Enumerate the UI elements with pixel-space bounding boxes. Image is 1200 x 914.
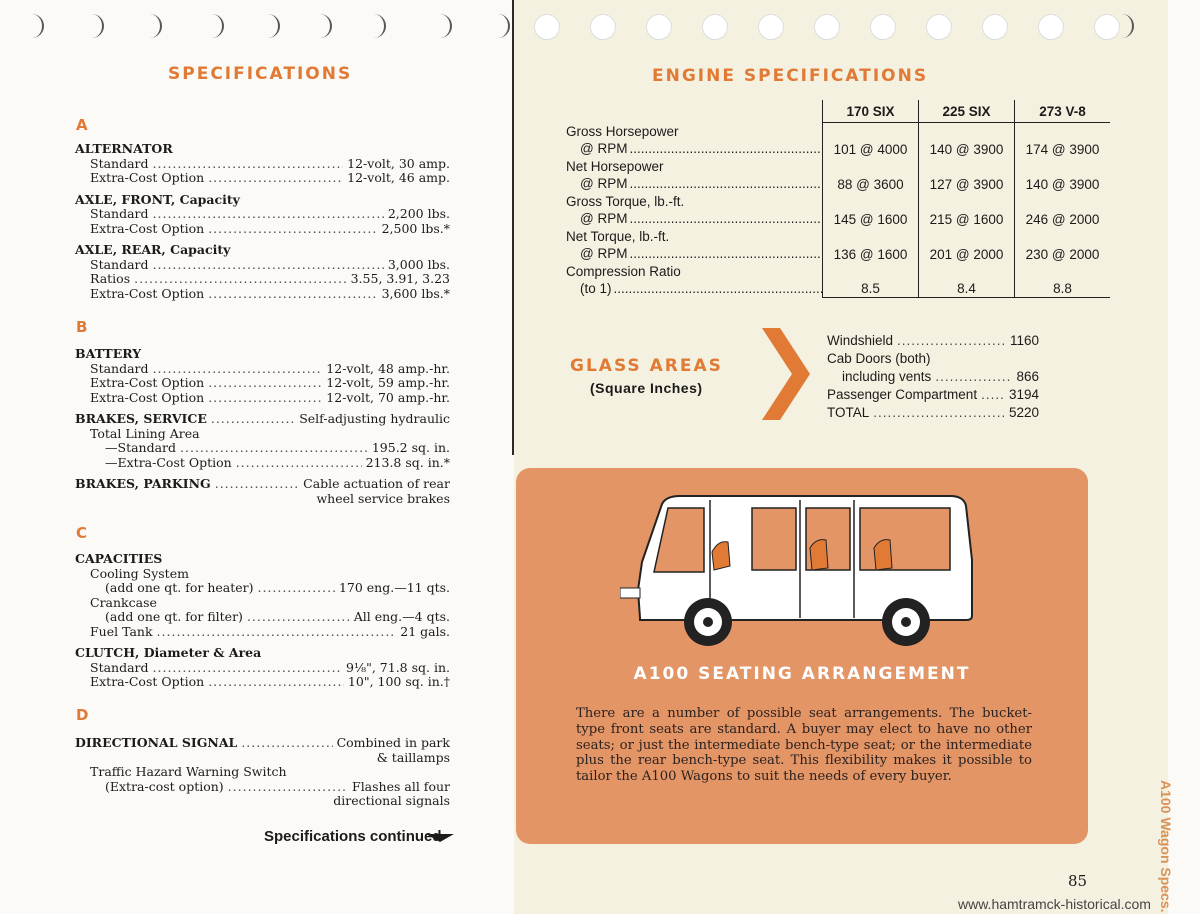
binder-hole-icon: [870, 14, 896, 40]
spec-heading-line: [75, 736, 450, 751]
engine-header-blank: [566, 100, 823, 123]
spec-heading: AXLE, FRONT, Capacity: [75, 191, 240, 207]
binder-hole-icon: [646, 14, 672, 40]
spec-value: Flashes all four: [352, 778, 450, 794]
spec-label: TOTAL: [827, 405, 870, 420]
spec-label: Extra-Cost Option: [90, 674, 205, 689]
spec-heading: BATTERY: [75, 346, 142, 361]
spec-value: 12-volt, 70 amp.-hr.: [326, 389, 450, 405]
binder-ring-icon: [148, 14, 162, 38]
dot-leader: [157, 625, 397, 640]
spec-label: Standard: [90, 155, 149, 171]
section-letter: D: [76, 706, 91, 724]
spec-heading: BRAKES, PARKING: [75, 476, 211, 491]
engine-column-header: 225 SIX: [919, 100, 1015, 123]
chevron-right-icon: [762, 328, 810, 420]
spec-label: Windshield: [827, 333, 894, 348]
dot-leader: [153, 661, 343, 676]
engine-value: 8.5: [823, 263, 919, 298]
spec-label: Standard: [90, 360, 149, 376]
spec-value: 21 gals.: [400, 623, 450, 639]
spec-group: [75, 412, 450, 470]
binder-hole-icon: [1038, 14, 1064, 40]
spec-value: 12-volt, 48 amp.-hr.: [326, 360, 450, 376]
spec-value: 2,200 lbs.: [387, 206, 450, 221]
spec-value: 10", 100 sq. in.†: [347, 674, 450, 689]
spec-line: [75, 376, 450, 391]
side-tab-label: A100 Wagon Specs.: [1158, 780, 1174, 913]
dot-leader: [258, 581, 335, 596]
spec-group: [75, 193, 450, 237]
spec-line: [75, 456, 450, 471]
spec-value: All eng.—4 qts.: [353, 609, 450, 624]
binder-hole-icon: [534, 14, 560, 40]
spec-line: [75, 567, 450, 582]
engine-value: 8.8: [1015, 263, 1111, 298]
spec-section: [75, 142, 450, 308]
binder-hole-icon: [590, 14, 616, 40]
spec-heading: CAPACITIES: [75, 551, 163, 566]
engine-value: 174 @ 3900: [1015, 123, 1111, 158]
engine-label: Gross Horsepower: [566, 123, 679, 139]
spec-group: [75, 552, 450, 639]
spec-heading-line: [75, 412, 450, 427]
spec-heading: CLUTCH, Diameter & Area: [75, 645, 262, 660]
engine-value: 101 @ 4000: [823, 123, 919, 158]
spec-label: —Extra-Cost Option: [105, 454, 232, 470]
dot-leader: [629, 210, 822, 228]
spec-value: 3,600 lbs.*: [381, 285, 450, 301]
engine-sublabel-text: @ RPM: [580, 141, 628, 156]
binder-ring-icon: [1120, 14, 1134, 38]
binder-hole-icon: [702, 14, 728, 40]
glass-areas-subtitle: (Square Inches): [590, 380, 703, 396]
engine-value: 140 @ 3900: [919, 123, 1015, 158]
spec-label: Standard: [90, 256, 149, 272]
spec-heading: ALTERNATOR: [75, 141, 173, 156]
spec-value: Self-adjusting hydraulic: [299, 411, 450, 426]
engine-row-label: [566, 228, 823, 263]
spec-line: [75, 581, 450, 596]
spec-value: 3194: [1008, 387, 1039, 402]
binder-ring-icon: [90, 14, 104, 38]
engine-row-label: [566, 123, 823, 158]
spec-label: Cab Doors (both): [827, 351, 931, 366]
spec-group: [75, 142, 450, 186]
spec-line: [75, 780, 450, 795]
spec-heading: BRAKES, SERVICE: [75, 411, 207, 426]
engine-sublabel-text: @ RPM: [580, 176, 628, 191]
dot-leader: [241, 736, 332, 751]
spec-label: Extra-Cost Option: [90, 170, 205, 185]
spec-line: [75, 258, 450, 273]
spec-label: Traffic Hazard Warning Switch: [90, 764, 287, 779]
engine-label: Net Horsepower: [566, 158, 664, 174]
spec-label: (add one qt. for heater): [105, 580, 254, 595]
dot-leader: [228, 780, 348, 795]
engine-label: Net Torque, lb.-ft.: [566, 228, 670, 244]
dot-leader: [208, 675, 344, 690]
binder-ring-icon: [496, 14, 510, 38]
spec-label: Standard: [90, 206, 149, 221]
spec-value: 866: [1016, 369, 1039, 384]
continued-arrow-icon: [426, 834, 454, 842]
dot-leader: [153, 258, 384, 273]
spec-value-cont: wheel service brakes: [316, 490, 450, 506]
spec-label: Fuel Tank: [90, 623, 153, 639]
spec-label: Standard: [90, 659, 149, 675]
section-letter: B: [76, 318, 90, 336]
spec-line: [75, 610, 450, 625]
engine-value: 145 @ 1600: [823, 193, 919, 228]
glass-area-item: [827, 386, 1039, 404]
spec-value: 213.8 sq. in.*: [365, 454, 450, 470]
spec-label: Extra-Cost Option: [90, 375, 205, 390]
engine-sublabel: [566, 175, 822, 193]
specifications-continued: Specifications continued: [264, 828, 442, 845]
engine-value: 246 @ 2000: [1015, 193, 1111, 228]
spec-label: Extra-Cost Option: [90, 389, 205, 405]
dot-leader: [208, 287, 377, 302]
dot-leader: [134, 272, 346, 287]
spec-heading: DIRECTIONAL SIGNAL: [75, 735, 238, 750]
section-letter: A: [76, 116, 90, 134]
spec-section: [75, 552, 450, 697]
dot-leader: [211, 412, 295, 427]
engine-label: Gross Torque, lb.-ft.: [566, 193, 685, 209]
spec-line: [75, 765, 450, 780]
glass-area-item: [827, 332, 1039, 350]
spec-group: [75, 477, 450, 506]
engine-row-label: [566, 263, 823, 298]
spec-value: 12-volt, 46 amp.: [347, 170, 450, 185]
spec-line: [75, 427, 450, 442]
dot-leader: [208, 222, 377, 237]
dot-leader: [629, 175, 822, 193]
engine-row: [566, 193, 1110, 228]
seating-description: There are a number of possible seat arrangements. The bucket-type front seats are standard. A buyer may elect to have no other seats; or just the intermediate bench-type seat; or the intermediate plus the rear bench-type seat. This flexibility makes it possible to tailor the A100 Wagons to suit the needs of every buyer.: [576, 706, 1032, 785]
engine-sublabel-text: (to 1): [580, 281, 612, 296]
dot-leader: [629, 245, 822, 263]
engine-column-header: 170 SIX: [823, 100, 919, 123]
spec-line: [75, 596, 450, 611]
engine-sublabel-text: @ RPM: [580, 246, 628, 261]
spec-label: Total Lining Area: [90, 425, 200, 441]
binder-hole-icon: [1094, 14, 1120, 40]
page-number: 85: [1068, 872, 1088, 890]
spec-value: 1160: [1009, 333, 1039, 348]
spec-label: including vents: [842, 369, 932, 384]
engine-row: [566, 123, 1110, 158]
seating-title: A100 SEATING ARRANGEMENT: [633, 664, 971, 684]
spec-value: 2,500 lbs.*: [381, 220, 450, 236]
spec-value: Cable actuation of rear: [303, 476, 450, 491]
spec-line: [75, 272, 450, 287]
dot-leader: [215, 477, 299, 492]
dot-leader: [897, 332, 1006, 350]
engine-row-label: [566, 158, 823, 193]
dot-leader: [153, 207, 384, 222]
dot-leader: [629, 140, 822, 158]
spec-group: [75, 646, 450, 690]
spec-line: [75, 362, 450, 377]
engine-row: [566, 263, 1110, 298]
spec-line: [75, 157, 450, 172]
spec-label: (add one qt. for filter): [105, 609, 243, 624]
engine-column-header: 273 V-8: [1015, 100, 1111, 123]
dot-leader: [208, 376, 322, 391]
engine-sublabel: [566, 245, 822, 263]
spec-label: (Extra-cost option): [105, 778, 224, 794]
spec-line: [75, 675, 450, 690]
engine-specs-table: [566, 100, 1110, 298]
dot-leader: [153, 362, 323, 377]
dot-leader: [153, 157, 344, 172]
spec-label: Cooling System: [90, 565, 189, 581]
spec-value: 12-volt, 30 amp.: [347, 155, 450, 171]
dot-leader: [180, 441, 368, 456]
spec-label: —Standard: [105, 440, 177, 455]
section-letter: C: [76, 524, 90, 542]
spec-line: [75, 391, 450, 406]
spec-value-cont: directional signals: [333, 793, 450, 808]
spec-label: Crankcase: [90, 594, 157, 610]
spec-value: 9⅛", 71.8 sq. in.: [346, 659, 450, 675]
spec-value: 3,000 lbs.: [387, 256, 450, 272]
specifications-title: SPECIFICATIONS: [168, 64, 353, 84]
dot-leader: [614, 280, 823, 298]
spec-line: [75, 441, 450, 456]
spec-label: Ratios: [90, 271, 131, 286]
binder-hole-icon: [814, 14, 840, 40]
spec-line: [75, 287, 450, 302]
engine-row: [566, 228, 1110, 263]
glass-areas-list: [827, 332, 1039, 422]
spec-value-cont: & taillamps: [376, 749, 450, 765]
spec-value: 195.2 sq. in.: [371, 440, 450, 455]
page-divider: [512, 0, 514, 455]
spec-label: Passenger Compartment: [827, 387, 978, 402]
engine-value: 230 @ 2000: [1015, 228, 1111, 263]
binder-rings: [0, 14, 1200, 38]
engine-specs-title: ENGINE SPECIFICATIONS: [652, 66, 929, 86]
watermark: www.hamtramck-historical.com: [958, 896, 1151, 912]
engine-value: 88 @ 3600: [823, 158, 919, 193]
spec-section: [75, 347, 450, 513]
binder-ring-icon: [266, 14, 280, 38]
engine-value: 8.4: [919, 263, 1015, 298]
engine-row-label: [566, 193, 823, 228]
spec-group: [75, 736, 450, 809]
spec-line: [75, 207, 450, 222]
dot-leader: [981, 386, 1005, 404]
engine-value: 136 @ 1600: [823, 228, 919, 263]
binder-ring-icon: [438, 14, 452, 38]
engine-sublabel: [566, 280, 822, 298]
spec-line: [75, 222, 450, 237]
spec-heading-line: [75, 477, 450, 492]
spec-group: [75, 347, 450, 405]
engine-row: [566, 158, 1110, 193]
spec-value: 12-volt, 59 amp.-hr.: [326, 375, 450, 390]
spec-heading: AXLE, REAR, Capacity: [75, 242, 231, 257]
engine-value: 201 @ 2000: [919, 228, 1015, 263]
glass-area-item: [827, 368, 1039, 386]
binder-ring-icon: [318, 14, 332, 38]
dot-leader: [247, 610, 350, 625]
glass-area-item: [827, 404, 1039, 422]
dot-leader: [236, 456, 362, 471]
engine-value: 215 @ 1600: [919, 193, 1015, 228]
engine-sublabel: [566, 210, 822, 228]
seating-card: [516, 468, 1088, 844]
glass-area-item: [827, 350, 1039, 368]
engine-value: 140 @ 3900: [1015, 158, 1111, 193]
binder-ring-icon: [30, 14, 44, 38]
spec-value: Combined in park: [336, 735, 450, 750]
dot-leader: [873, 404, 1005, 422]
binder-hole-icon: [758, 14, 784, 40]
engine-sublabel-text: @ RPM: [580, 211, 628, 226]
dot-leader: [935, 368, 1012, 386]
spec-value: 3.55, 3.91, 3.23: [350, 271, 450, 286]
binder-ring-icon: [372, 14, 386, 38]
engine-header-row: [566, 100, 1110, 123]
binder-hole-icon: [982, 14, 1008, 40]
spec-label: Extra-Cost Option: [90, 220, 205, 236]
spec-label: Extra-Cost Option: [90, 285, 205, 301]
engine-sublabel: [566, 140, 822, 158]
spec-section: [75, 736, 450, 816]
spec-group: [75, 243, 450, 301]
binder-hole-icon: [926, 14, 952, 40]
dot-leader: [208, 171, 343, 186]
spec-line: [75, 661, 450, 676]
spec-value: 170 eng.—11 qts.: [338, 580, 450, 595]
dot-leader: [208, 391, 322, 406]
van-illustration: [620, 490, 984, 650]
engine-label: Compression Ratio: [566, 263, 681, 279]
binder-ring-icon: [210, 14, 224, 38]
spec-value: 5220: [1008, 405, 1039, 420]
spec-line: [75, 171, 450, 186]
engine-value: 127 @ 3900: [919, 158, 1015, 193]
spec-line: [75, 625, 450, 640]
glass-areas-title: GLASS AREAS: [570, 356, 723, 376]
